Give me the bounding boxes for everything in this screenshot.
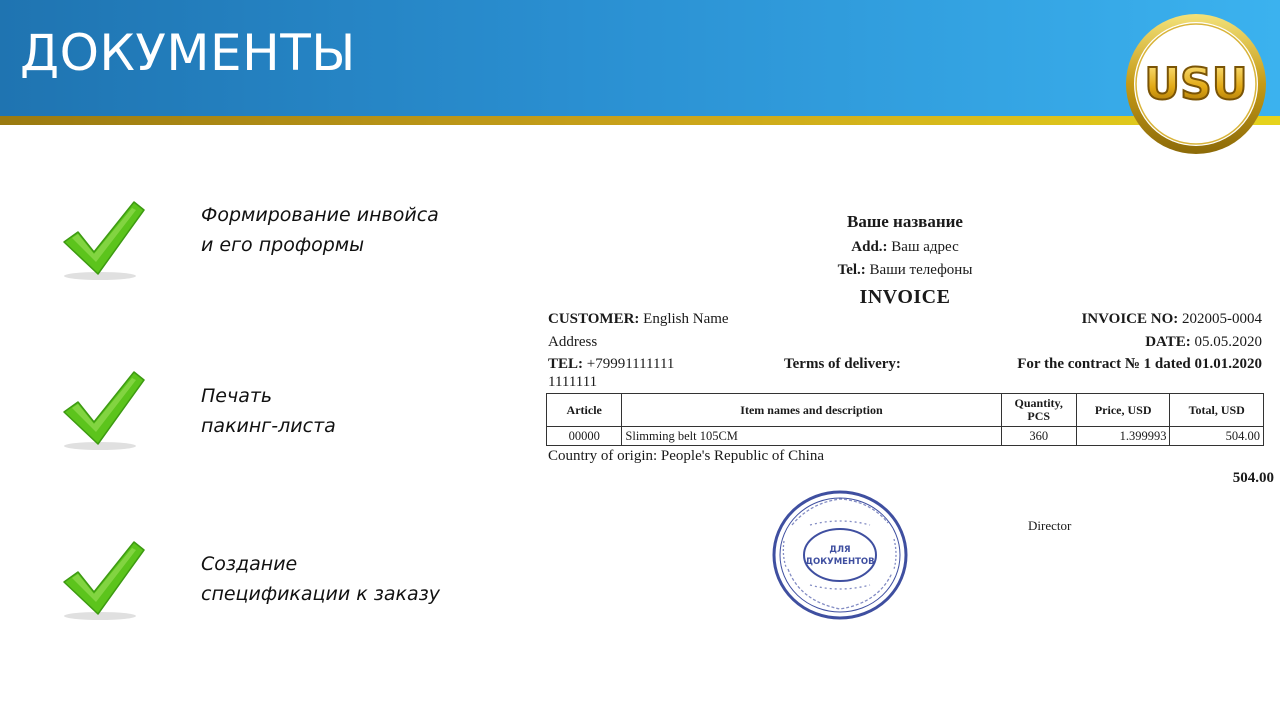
company-phone: Tel.: Ваши телефоны xyxy=(837,262,973,278)
slide-title: ДОКУМЕНТЫ xyxy=(20,24,356,82)
table-header-row xyxy=(547,394,1264,427)
customer-tel-continued: 1111111 xyxy=(548,374,598,390)
svg-text:ДЛЯ: ДЛЯ xyxy=(829,545,851,555)
bullet-invoice xyxy=(58,200,458,290)
cell-quantity: 360 xyxy=(1001,427,1076,446)
col-article: Article xyxy=(547,394,622,427)
header-gold-stripe xyxy=(0,116,1280,125)
checkmark-icon xyxy=(58,370,148,452)
cell-item: Slimming belt 105CM xyxy=(622,427,1001,446)
checkmark-icon xyxy=(58,540,148,622)
bullet-text: Печать пакинг-листа xyxy=(201,385,336,437)
table-row xyxy=(547,427,1264,446)
cell-article: 00000 xyxy=(547,427,622,446)
bullet-text: Создание спецификации к заказу xyxy=(201,553,440,605)
col-quantity: Quantity, PCS xyxy=(1001,394,1076,427)
company-address: Add.: Ваш адрес xyxy=(851,239,959,255)
invoice-document xyxy=(546,208,1274,628)
invoice-number: INVOICE NO: 202005-0004 xyxy=(1081,311,1262,327)
checkmark-icon xyxy=(58,200,148,282)
invoice-title: INVOICE xyxy=(859,286,951,308)
svg-text:ДОКУМЕНТОВ: ДОКУМЕНТОВ xyxy=(805,557,875,567)
contract-reference: For the contract № 1 dated 01.01.2020 xyxy=(1017,356,1262,372)
bullet-packing-list xyxy=(58,370,458,460)
bullet-specification xyxy=(58,540,458,630)
cell-price: 1.399993 xyxy=(1076,427,1170,446)
country-of-origin: Country of origin: People's Republic of China xyxy=(548,448,825,464)
cell-total: 504.00 xyxy=(1170,427,1264,446)
usu-logo xyxy=(1124,12,1268,156)
signature-label: Director xyxy=(1028,518,1072,533)
col-total: Total, USD xyxy=(1170,394,1264,427)
col-price: Price, USD xyxy=(1076,394,1170,427)
invoice-date: DATE: 05.05.2020 xyxy=(1145,334,1262,350)
bullet-text: Формирование инвойса и его проформы xyxy=(201,204,439,256)
logo-text: USU xyxy=(1144,59,1248,110)
terms-of-delivery: Terms of delivery: xyxy=(784,356,901,372)
slide-header xyxy=(0,0,1280,116)
customer-line: CUSTOMER: English Name xyxy=(548,311,729,327)
customer-address: Address xyxy=(548,334,598,350)
company-stamp-icon xyxy=(770,489,910,621)
grand-total: 504.00 xyxy=(1232,470,1274,486)
col-item: Item names and description xyxy=(622,394,1001,427)
company-name: Ваше название xyxy=(847,212,963,231)
customer-tel: TEL: +79991111111 xyxy=(548,356,675,372)
invoice-table xyxy=(546,393,1264,446)
